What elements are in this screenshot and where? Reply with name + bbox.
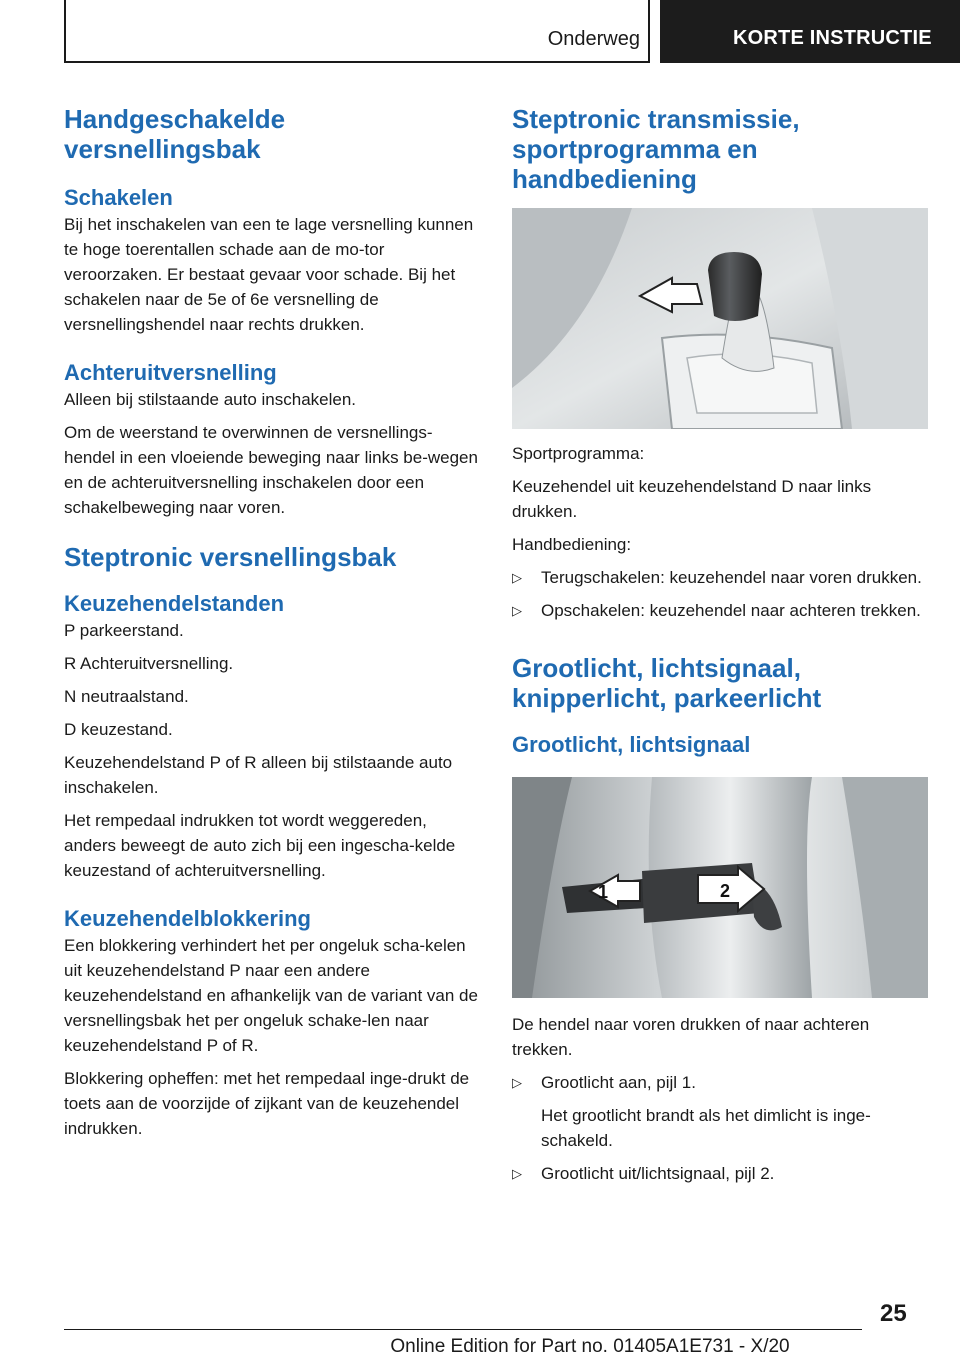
arrow-2-label: 2	[720, 881, 731, 901]
heading-achteruit: Achteruitversnelling	[64, 360, 277, 385]
bullet-triangle-icon: ▷	[512, 570, 522, 585]
heading-keuzehendelblokkering: Keuzehendelblokkering	[64, 906, 311, 931]
list-item-terugschakelen	[512, 565, 930, 590]
hand-label: Handbediening:	[512, 535, 632, 554]
gl-item-1-sub: Het grootlicht brandt als het dimlicht is inge-schakeld.	[541, 1106, 871, 1150]
hendel-text: De hendel naar voren drukken of naar achteren trekken.	[512, 1015, 870, 1059]
stand-p: P parkeerstand.	[64, 621, 184, 640]
blokkering-text-1: Een blokkering verhindert het per ongeluk scha-kelen uit keuzehendelstand P naar een andere keuzehendelstand en afhankelijk van de variant van de versnellingsbak het per ongeluk schake-len naar keuzehendelstand P of R.	[64, 936, 478, 1055]
bullet-triangle-icon: ▷	[512, 1075, 522, 1090]
stand-r: R Achteruitversnelling.	[64, 654, 234, 673]
arrow-1-label: 1	[598, 882, 609, 902]
left-column	[64, 104, 478, 1141]
blokkering-text-2: Blokkering opheffen: met het rempedaal inge-drukt de toets aan de voorzijde of zijkant van de keuzehendel indrukken.	[64, 1069, 470, 1138]
bullet-triangle-icon: ▷	[512, 603, 522, 618]
heading-steptronic-transmission: Steptronic transmissie, sportprogramma en handbediening	[512, 104, 800, 194]
light-stalk-illustration	[512, 777, 928, 998]
footer-divider	[64, 1329, 862, 1330]
heading-keuzehendelstanden: Keuzehendelstanden	[64, 591, 285, 616]
gl-item-2: Grootlicht uit/lichtsignaal, pijl 2.	[541, 1164, 775, 1183]
hand-item-2: Opschakelen: keuzehendel naar achteren trekken.	[541, 601, 921, 620]
list-item-grootlicht-sub	[512, 1103, 930, 1153]
footer-edition: Online Edition for Part no. 01405A1E731 - X/20	[390, 1336, 790, 1357]
stand-n: N neutraalstand.	[64, 687, 189, 706]
hand-item-1: Terugschakelen: keuzehendel naar voren drukken.	[541, 568, 922, 587]
bullet-triangle-icon: ▷	[512, 1166, 522, 1181]
heading-grootlicht: Grootlicht, lichtsignaal, knipperlicht, parkeerlicht	[512, 653, 822, 713]
header-section-title: Onderweg	[547, 28, 640, 50]
standen-text-2: Het rempedaal indrukken tot wordt weggereden, anders beweegt de auto zich bij een ingescha-kelde keuzestand of achteruitversnelling.	[64, 811, 456, 880]
right-column	[512, 104, 930, 1186]
list-item-grootlicht-uit	[512, 1161, 930, 1186]
page-number: 25	[880, 1300, 907, 1327]
gl-item-1: Grootlicht aan, pijl 1.	[541, 1073, 696, 1092]
stand-d: D keuzestand.	[64, 720, 173, 739]
achteruit-text-1: Alleen bij stilstaande auto inschakelen.	[64, 390, 357, 409]
sport-label: Sportprogramma:	[512, 444, 645, 463]
list-item-opschakelen	[512, 598, 930, 623]
standen-text-1: Keuzehendelstand P of R alleen bij stilstaande auto inschakelen.	[64, 753, 453, 797]
sport-text: Keuzehendel uit keuzehendelstand D naar links drukken.	[512, 477, 872, 521]
header-chapter-tab: KORTE INSTRUCTIE	[660, 0, 960, 63]
list-item-grootlicht-aan	[512, 1070, 930, 1095]
heading-schakelen: Schakelen	[64, 185, 173, 210]
achteruit-text-2: Om de weerstand te overwinnen de versnellings-hendel in een vloeiende beweging naar links be-wegen en de achteruitversnelling inschakelen door een schakelbeweging naar voren.	[64, 423, 478, 517]
schakelen-text: Bij het inschakelen van een te lage versnelling kunnen te hoge toerentallen schade aan de mo-tor veroorzaken. Er bestaat gevaar voor schade. Bij het schakelen naar de 5e of 6e versnelling de versnellingshendel naar rechts drukken.	[64, 215, 474, 334]
heading-manual-gearbox: Handgeschakelde versnellingsbak	[64, 104, 286, 164]
heading-grootlicht-lichtsignaal: Grootlicht, lichtsignaal	[512, 732, 751, 757]
gear-selector-illustration	[512, 208, 928, 429]
heading-steptronic: Steptronic versnellingsbak	[64, 542, 397, 572]
